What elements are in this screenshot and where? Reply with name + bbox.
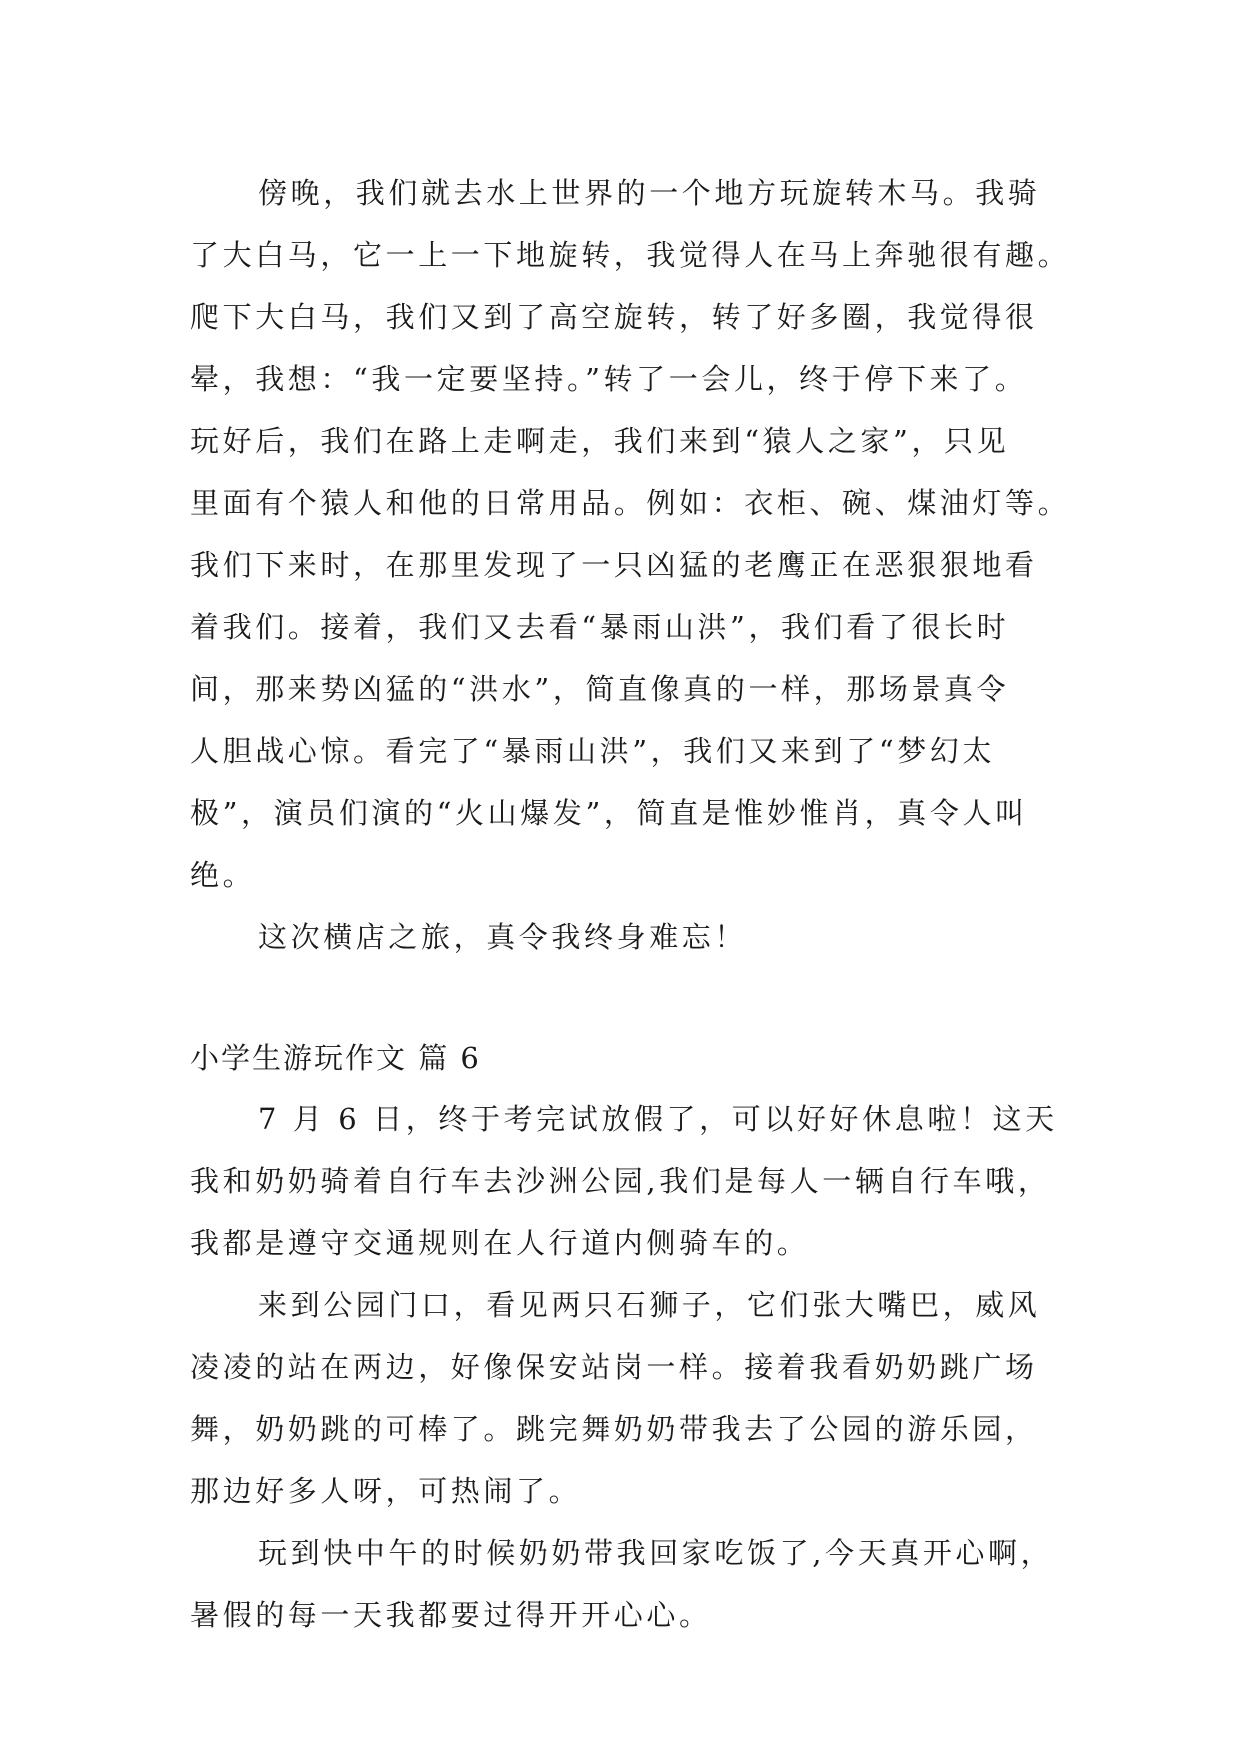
paragraph-spacer — [190, 968, 1050, 1028]
text-line: 暑假的每一天我都要过得开开心心。 — [190, 1598, 712, 1632]
text-line: 爬下大白马，我们又到了高空旋转，转了好多圈，我觉得很 — [190, 300, 1038, 334]
text-line: 极”，演员们演的“火山爆发”，简直是惟妙惟肖，真令人叫 — [190, 796, 1028, 830]
text-line: 舞，奶奶跳的可棒了。跳完舞奶奶带我去了公园的游乐园， — [190, 1412, 1038, 1446]
text-line: 傍晚，我们就去水上世界的一个地方玩旋转木马。我骑 — [258, 176, 1041, 210]
text-line: 着我们。接着，我们又去看“暴雨山洪”，我们看了很长时 — [190, 610, 1010, 644]
text-line: 人胆战心惊。看完了“暴雨山洪”，我们又来到了“梦幻太 — [190, 734, 996, 768]
paragraph — [190, 162, 1071, 906]
text-line: 这次横店之旅，真令我终身难忘！ — [258, 920, 748, 954]
text-line: 那边好多人呀，可热闹了。 — [190, 1474, 582, 1508]
text-line: 玩好后，我们在路上走啊走，我们来到“猿人之家”，只见 — [190, 424, 1010, 458]
text-line: 我和奶奶骑着自行车去沙洲公园,我们是每人一辆自行车哦， — [190, 1164, 1051, 1198]
text-line: 来到公园门口，看见两只石狮子，它们张大嘴巴，威风 — [258, 1288, 1041, 1322]
paragraph — [190, 906, 1050, 968]
text-line: 我们下来时，在那里发现了一只凶猛的老鹰正在恶狠狠地看 — [190, 548, 1038, 582]
paragraph — [190, 1522, 1054, 1646]
text-line: 我都是遵守交通规则在人行道内侧骑车的。 — [190, 1226, 810, 1260]
text-line: 玩到快中午的时候奶奶带我回家吃饭了,今天真开心啊， — [258, 1536, 1054, 1570]
text-line: 间，那来势凶猛的“洪水”，简直像真的一样，那场景真令 — [190, 672, 1010, 706]
text-line: 凌凌的站在两边，好像保安站岗一样。接着我看奶奶跳广场 — [190, 1350, 1038, 1384]
text-line: 了大白马，它一上一下地旋转，我觉得人在马上奔驰很有趣。 — [190, 238, 1071, 272]
text-line: 里面有个猿人和他的日常用品。例如：衣柜、碗、煤油灯等。 — [190, 486, 1071, 520]
paragraph — [190, 1274, 1050, 1522]
paragraph — [190, 1088, 1058, 1274]
section-title: 小学生游玩作文 篇 6 — [190, 1041, 481, 1075]
text-line: 晕，我想：“我一定要坚持。”转了一会儿，终于停下来了。 — [190, 362, 1028, 396]
text-line: 7 月 6 日，终于考完试放假了，可以好好休息啦！这天 — [258, 1102, 1058, 1136]
text-line: 绝。 — [190, 858, 256, 892]
document-body — [190, 162, 1071, 1646]
